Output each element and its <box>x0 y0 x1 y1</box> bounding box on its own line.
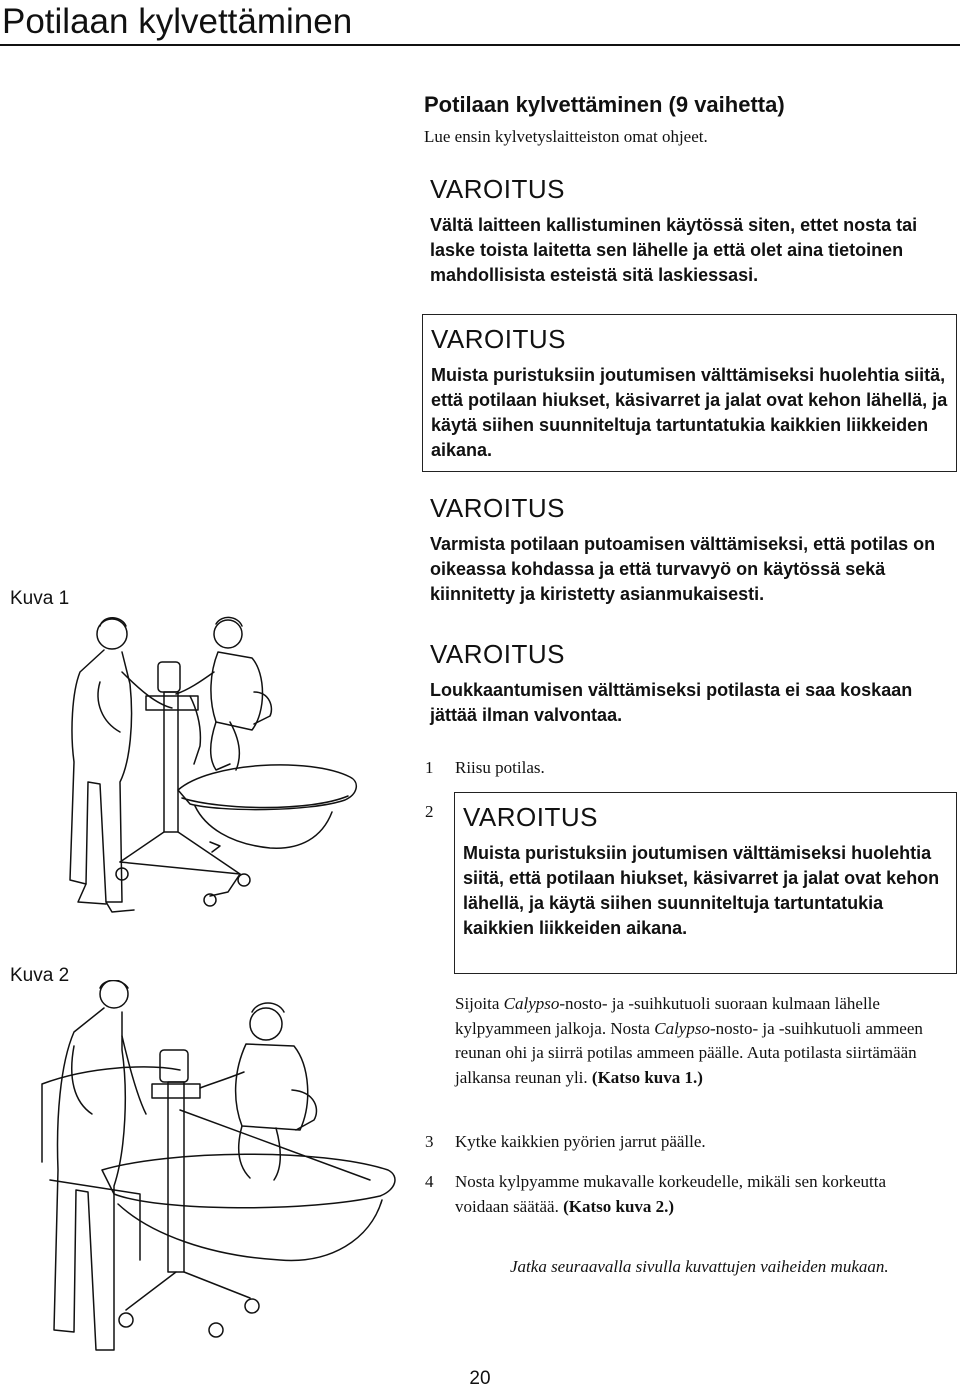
step-2-text <box>455 992 935 1090</box>
warning-text: Muista puristuksiin joutumisen välttämiseksi huolehtia siitä, että potilaan hiukset, käsivarret ja jalat ovat kehon lähellä, ja käytä siihen suunniteltuja tartuntatukia kaikkien liikkeiden aikana. <box>463 843 940 938</box>
page-title: Potilaan kylvettäminen <box>0 0 960 46</box>
product-name: Calypso <box>654 1018 710 1038</box>
warning-text: Loukkaantumisen välttämiseksi potilasta ei saa koskaan jättää ilman valvontaa. <box>430 680 913 725</box>
warning-title: VAROITUS <box>430 174 565 204</box>
warning-box-tipping <box>422 165 957 297</box>
warning-text: Muista puristuksiin joutumisen välttämiseksi huolehtia siitä, että potilaan hiukset, käsivarret ja jalat ovat kehon lähellä, ja käytä siihen suunniteltuja tartuntatukia kaikkien liikkeiden aikana. <box>431 365 948 460</box>
figure-reference: (Katso kuva 2.) <box>563 1196 675 1216</box>
warning-title: VAROITUS <box>463 802 598 832</box>
product-name: Calypso <box>503 994 560 1013</box>
step-4-text <box>455 1170 935 1219</box>
figure-reference: (Katso kuva 1.) <box>591 1067 703 1087</box>
section-intro: Lue ensin kylvetyslaitteiston omat ohjeet. <box>424 127 708 146</box>
step-4-number: 4 <box>425 1172 434 1191</box>
step-2-part-1: Sijoita <box>455 994 504 1013</box>
figure-2-label: Kuva 2 <box>10 965 70 986</box>
warning-title: VAROITUS <box>430 493 565 523</box>
step-1-text: Riisu potilas. <box>455 758 545 777</box>
step-1-number: 1 <box>425 758 434 777</box>
figure-1-label: Kuva 1 <box>10 588 70 609</box>
warning-title: VAROITUS <box>431 324 566 354</box>
step-3-number: 3 <box>425 1132 434 1151</box>
page-number: 20 <box>469 1368 491 1389</box>
step-4-part-1: Nosta kylpyamme mukavalle korkeudelle, mikäli sen korkeutta voidaan säätää. <box>455 1172 887 1216</box>
warning-text: Vältä laitteen kallistuminen käytössä siten, ettet nosta tai laske toista laitetta sen lähelle ja että olet aina tietoinen mahdollisista esteistä sitä laskiessasi. <box>430 215 918 285</box>
step-2-part-2: -nosto- ja -suihkutuoli suoraan kulmaan lähelle kylpyammeen jalkoja. Nosta <box>455 994 880 1038</box>
section-heading: Potilaan kylvettäminen (9 vaihetta) <box>424 92 785 117</box>
warning-box-falling <box>422 484 957 616</box>
continue-note: Jatka seuraavalla sivulla kuvattujen vaiheiden mukaan. <box>510 1257 889 1276</box>
figure-1-illustration <box>60 612 405 930</box>
step-2-number: 2 <box>425 802 434 821</box>
warning-title: VAROITUS <box>430 639 565 669</box>
step-2-part-3: -nosto- ja -suihkutuoli ammeen reunan ohi ja siirrä potilas ammeen päälle. Auta potilasta siirtämään jalkansa reunan yli. <box>455 1018 923 1087</box>
warning-text: Varmista potilaan putoamisen välttämiseksi, että potilas on oikeassa kohdassa ja että turvavyö on käytössä sekä kiinnitetty ja kiristetty asianmukaisesti. <box>430 534 936 604</box>
warning-box-pinching <box>422 314 957 472</box>
step-3-text: Kytke kaikkien pyörien jarrut päälle. <box>455 1132 706 1151</box>
figure-2-illustration <box>30 980 415 1360</box>
warning-box-step-2 <box>454 792 957 974</box>
warning-box-supervision <box>422 630 957 738</box>
